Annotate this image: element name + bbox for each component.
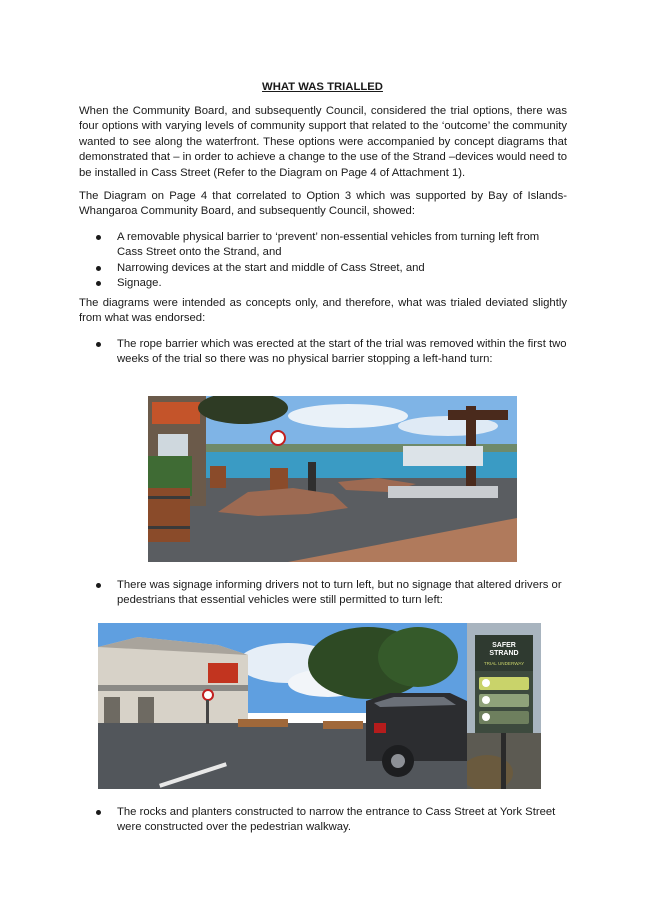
concepts-paragraph: The diagrams were intended as concepts only, and therefore, what was trialed deviated slightly from what was endorsed: bbox=[79, 297, 567, 325]
list-item: Signage. bbox=[79, 276, 567, 291]
cass-street-photo bbox=[98, 623, 467, 789]
bullet-icon bbox=[96, 342, 101, 347]
list-item: A removable physical barrier to ‘prevent’ non-essential vehicles from turning left from Cass Street onto the Strand, and bbox=[79, 230, 567, 261]
bullet-icon bbox=[96, 266, 101, 271]
sign-title-line1: SAFER bbox=[492, 642, 516, 649]
bullet-icon bbox=[96, 281, 101, 286]
sign-title-line2: STRAND bbox=[489, 650, 519, 657]
bullet-icon bbox=[96, 235, 101, 240]
waterfront-rocks-photo bbox=[148, 396, 517, 562]
bullet-icon bbox=[96, 583, 101, 588]
bullet-icon bbox=[96, 810, 101, 815]
safer-strand-sign-photo bbox=[467, 623, 541, 789]
deviation-list-2 bbox=[79, 578, 567, 609]
intro-paragraph: When the Community Board, and subsequently Council, considered the trial options, there was four options with varying levels of community support that related to the ‘outcome’ the community wanted to see along the waterfront. These options were accompanied by concept diagrams that demonstrated that – in order to achieve a change to the use of the Strand –devices would need to be installed in Cass Street (Refer to the Diagram on Page 4 of Attachment 1). bbox=[79, 105, 567, 179]
option3-list bbox=[79, 230, 567, 292]
list-item: There was signage informing drivers not to turn left, but no signage that altered drivers or pedestrians that essential vehicles were still permitted to turn left: bbox=[79, 578, 567, 609]
list-item: Narrowing devices at the start and middle of Cass Street, and bbox=[79, 261, 567, 276]
diagram-paragraph: The Diagram on Page 4 that correlated to Option 3 which was supported by Bay of Islands-Whangaroa Community Board, and subsequently Council, showed: bbox=[79, 190, 567, 218]
sign-subtitle: TRIAL UNDERWAY bbox=[483, 661, 525, 666]
deviation-list-1 bbox=[79, 337, 567, 368]
list-item: The rope barrier which was erected at the start of the trial was removed within the first two weeks of the trial so there was no physical barrier stopping a left-hand turn: bbox=[79, 337, 567, 368]
deviation-list-3 bbox=[79, 805, 567, 836]
section-heading: WHAT WAS TRIALLED bbox=[262, 81, 383, 93]
list-item: The rocks and planters constructed to narrow the entrance to Cass Street at York Street were constructed over the pedestrian walkway. bbox=[79, 805, 567, 836]
